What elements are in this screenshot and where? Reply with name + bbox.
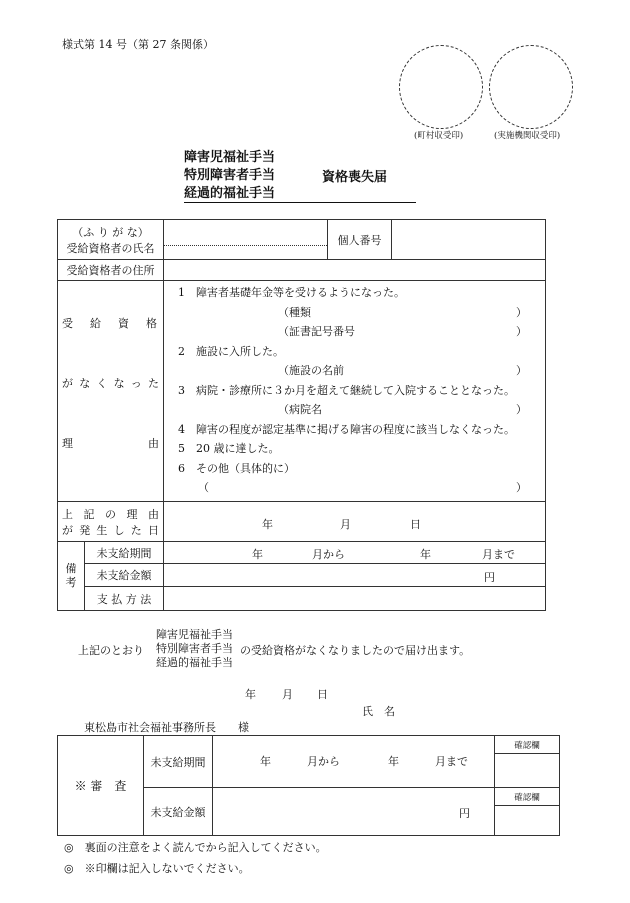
agency-stamp-caption: (実施機関収受印): [494, 131, 561, 141]
reason-6-detail[interactable]: （ ）: [198, 481, 527, 494]
recipient-name-field[interactable]: [164, 220, 328, 260]
closing-allowance-2: 特別障害者手当: [156, 642, 233, 655]
personal-number-label: 個人番号: [328, 220, 392, 260]
reason-2[interactable]: 2 施設に入所した。: [178, 344, 284, 358]
name-label-cell: [58, 220, 164, 260]
submission-year: 年: [245, 688, 256, 701]
form-title: [184, 149, 275, 203]
unpaid-period-month-to: 月まで: [482, 548, 515, 561]
main-form-table: [57, 219, 546, 611]
review-check-box-1[interactable]: [495, 754, 560, 788]
municipal-stamp-caption: (町村収受印): [414, 131, 464, 141]
review-label: ※ 審 査: [58, 736, 144, 836]
review-check-label-1: 確認欄: [495, 736, 560, 754]
reason-label-3-wrap: [62, 435, 159, 451]
note-1: ◎ 裏面の注意をよく読んでから記入してください。: [64, 841, 327, 854]
reason-1-certificate[interactable]: （証書記号番号 ）: [278, 325, 527, 338]
occurrence-date-label-1: 上 記 の 理 由: [62, 507, 159, 521]
recipient-address-field[interactable]: [164, 260, 546, 281]
reason-label-3: 理 由: [62, 437, 159, 450]
closing-allowance-1: 障害児福祉手当: [156, 628, 233, 641]
title-line-1: 障害児福祉手当: [184, 150, 276, 165]
unpaid-period-field[interactable]: [164, 542, 546, 564]
review-yen: 円: [459, 807, 470, 820]
reason-4[interactable]: 4 障害の程度が認定基準に掲げる障害の程度に該当しなくなった。: [178, 422, 515, 436]
unpaid-amount-field[interactable]: [164, 564, 546, 587]
remarks-label: 備考: [58, 542, 85, 611]
reason-1-type[interactable]: （種類 ）: [278, 305, 527, 319]
review-month-to: 月まで: [435, 755, 468, 768]
reason-2-facility[interactable]: （施設の名前 ）: [278, 364, 527, 377]
occurrence-day: 日: [410, 518, 421, 531]
payment-method-field[interactable]: [164, 587, 546, 611]
reasons-cell: [164, 281, 546, 502]
closing-allowances: [156, 628, 233, 670]
unpaid-period-year-2: 年: [420, 548, 431, 561]
reason-6[interactable]: 6 その他（具体的に）: [178, 461, 295, 475]
submission-month: 月: [282, 688, 293, 701]
review-table: [57, 735, 560, 836]
submitter-name-label: 氏 名: [362, 705, 395, 718]
reason-label-cell: [58, 281, 164, 502]
payment-method-label: 支 払 方 法: [85, 587, 164, 611]
personal-number-field[interactable]: [392, 220, 546, 260]
review-month-from: 月から: [307, 755, 340, 768]
review-unpaid-amount-field[interactable]: [213, 788, 495, 836]
occurrence-date-field[interactable]: [164, 502, 546, 542]
unpaid-amount-label: 未支給金額: [85, 564, 164, 587]
review-check-box-2[interactable]: [495, 806, 560, 836]
reason-5[interactable]: 5 20 歳に達した。: [178, 442, 280, 455]
submission-day: 日: [317, 688, 328, 701]
occurrence-date-label-cell: [58, 502, 164, 542]
review-unpaid-amount-label: 未支給金額: [144, 788, 213, 836]
unpaid-period-month-from: 月から: [312, 548, 345, 561]
recipient-name-label: 受給資格者の氏名: [66, 241, 155, 255]
reason-3-hospital[interactable]: （病院名 ）: [278, 403, 527, 416]
addressee: 東松島市社会福祉事務所長 様: [84, 721, 249, 734]
review-year-2: 年: [388, 755, 399, 768]
unpaid-amount-yen: 円: [484, 571, 495, 584]
occurrence-month: 月: [340, 518, 351, 531]
occurrence-year: 年: [262, 518, 273, 531]
review-unpaid-period-label: 未支給期間: [144, 736, 213, 788]
reason-3[interactable]: 3 病院・診療所に３か月を超えて継続して入院することとなった。: [178, 383, 515, 397]
title-loss-notice: 資格喪失届: [322, 170, 388, 185]
form-number: 様式第 14 号（第 27 条関係）: [62, 38, 214, 51]
closing-allowance-3: 経過的福祉手当: [156, 656, 233, 669]
closing-prefix: 上記のとおり: [78, 644, 144, 657]
furigana-separator: [164, 234, 327, 246]
agency-receipt-stamp-circle: [489, 45, 573, 129]
note-2: ◎ ※印欄は記入しないでください。: [64, 862, 250, 875]
review-unpaid-period-field[interactable]: [213, 736, 495, 788]
recipient-address-label: 受給資格者の住所: [58, 260, 164, 281]
reason-1[interactable]: 1 障害者基礎年金等を受けるようになった。: [178, 286, 405, 299]
closing-suffix: の受給資格がなくなりましたので届け出ます。: [240, 644, 471, 657]
title-line-2: 特別障害者手当: [184, 168, 276, 183]
reason-label-1: 受 給 資 格: [62, 317, 159, 330]
occurrence-date-label-2: が 発 生 し た 日: [62, 523, 159, 537]
furigana-label: （ふ り が な）: [72, 225, 149, 239]
title-underline: [184, 202, 416, 203]
reason-label-2: が な く な っ た: [62, 377, 159, 390]
review-check-label-2: 確認欄: [495, 788, 560, 806]
unpaid-period-label: 未支給期間: [85, 542, 164, 564]
municipal-receipt-stamp-circle: [399, 45, 483, 129]
unpaid-period-year-1: 年: [252, 548, 263, 561]
review-year-1: 年: [260, 755, 271, 768]
title-line-3: 経過的福祉手当: [184, 186, 276, 201]
